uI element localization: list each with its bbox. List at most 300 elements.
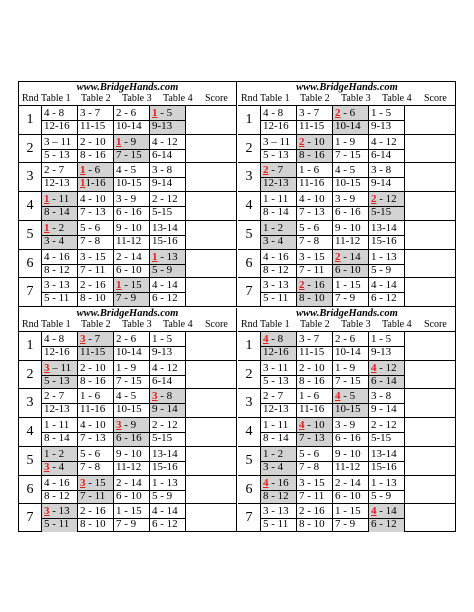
ns-pair: 3 - 7 bbox=[80, 107, 101, 119]
header-t1: Table 1 bbox=[41, 93, 71, 104]
round-number: 6 bbox=[245, 481, 253, 497]
ew-pair: 12-13 bbox=[263, 177, 289, 190]
score-cell[interactable] bbox=[185, 418, 237, 446]
table-1-pairing bbox=[41, 447, 77, 475]
score-cell[interactable] bbox=[404, 447, 456, 475]
ns-pair: 4 - 14 bbox=[371, 279, 397, 292]
table-2-pairing bbox=[296, 332, 332, 360]
ew-pair: 15-16 bbox=[152, 234, 178, 247]
table-3-pairing bbox=[332, 447, 368, 475]
score-cell[interactable] bbox=[185, 163, 237, 191]
ew-pair: 11-16 bbox=[299, 177, 325, 190]
ew-pair: 7 - 9 bbox=[116, 292, 137, 305]
table-4-pairing bbox=[368, 278, 404, 306]
round-number: 4 bbox=[245, 198, 253, 214]
highlighted-team: 4 bbox=[263, 476, 269, 489]
table-3-pairing bbox=[332, 192, 368, 220]
ns-pair: 3 - 13 bbox=[263, 279, 289, 292]
table-4-pairing bbox=[368, 250, 404, 278]
highlighted-team: 3 bbox=[152, 390, 158, 403]
table-2-pairing bbox=[77, 278, 113, 306]
ew-pair: 8 - 12 bbox=[263, 263, 289, 276]
ns-pair: 3 - 13 bbox=[44, 505, 70, 518]
table-1-pairing bbox=[41, 389, 77, 417]
ns-pair: 1 - 15 bbox=[335, 505, 361, 518]
ns-pair: 1 - 2 bbox=[263, 221, 284, 234]
table-2-pairing bbox=[296, 447, 332, 475]
ns-pair: 4 - 14 bbox=[152, 505, 178, 518]
ns-pair: 2 - 16 bbox=[80, 279, 106, 292]
highlighted-team: 1 bbox=[44, 221, 50, 234]
score-cell[interactable] bbox=[185, 447, 237, 475]
ew-pair: 7 - 9 bbox=[335, 292, 356, 305]
round-number: 3 bbox=[245, 169, 253, 185]
score-cell[interactable] bbox=[185, 389, 237, 417]
table-2-pairing bbox=[77, 504, 113, 532]
ns-pair: 1 - 2 bbox=[44, 447, 65, 460]
ew-pair: 6 - 10 bbox=[116, 489, 142, 502]
ns-pair: 3 - 9 bbox=[116, 193, 137, 206]
highlighted-team: 1 bbox=[116, 279, 122, 292]
ew-pair: 6 - 16 bbox=[335, 206, 361, 219]
table-2-pairing bbox=[77, 221, 113, 249]
round-number: 1 bbox=[245, 338, 253, 353]
ew-pair: 7 - 8 bbox=[299, 234, 320, 247]
table-3-pairing bbox=[332, 332, 368, 360]
ns-pair: 4 - 12 bbox=[371, 135, 397, 148]
table-1-pairing bbox=[260, 163, 296, 191]
ew-pair: 5 - 9 bbox=[371, 489, 392, 502]
highlighted-team: 2 bbox=[299, 279, 305, 292]
score-cell[interactable] bbox=[185, 192, 237, 220]
ns-pair: 4 - 8 bbox=[44, 333, 65, 345]
ew-pair: 10-15 bbox=[335, 177, 361, 190]
ns-pair: 13-14 bbox=[371, 447, 397, 460]
round-row bbox=[238, 134, 456, 162]
table-1-pairing bbox=[260, 135, 296, 163]
movement-card bbox=[238, 308, 456, 532]
ew-pair: 12-13 bbox=[44, 177, 70, 190]
round-number: 4 bbox=[26, 424, 34, 440]
ew-pair: 8 - 10 bbox=[80, 292, 106, 305]
table-2-pairing bbox=[77, 476, 113, 504]
ew-pair: 6 - 10 bbox=[116, 263, 142, 276]
score-cell[interactable] bbox=[404, 418, 456, 446]
highlighted-team: 2 bbox=[299, 135, 305, 148]
score-cell[interactable] bbox=[185, 476, 237, 504]
ew-pair: 7 - 11 bbox=[80, 489, 106, 502]
table-1-pairing bbox=[260, 447, 296, 475]
round-number: 3 bbox=[245, 395, 253, 411]
header-t1: Table 1 bbox=[260, 319, 290, 330]
ew-pair: 11-15 bbox=[80, 120, 106, 132]
table-1-pairing bbox=[260, 476, 296, 504]
ns-pair: 2 - 7 bbox=[263, 164, 284, 177]
ew-pair: 15-16 bbox=[371, 234, 397, 247]
table-4-pairing bbox=[368, 504, 404, 532]
ew-pair: 7 - 15 bbox=[335, 374, 361, 387]
score-cell[interactable] bbox=[404, 361, 456, 389]
round-number: 3 bbox=[26, 169, 34, 185]
table-3-pairing bbox=[113, 476, 149, 504]
ns-pair: 2 - 14 bbox=[116, 476, 142, 489]
ns-pair: 4 - 5 bbox=[335, 164, 356, 177]
header-t4: Table 4 bbox=[163, 319, 193, 330]
ns-pair: 4 - 16 bbox=[263, 250, 289, 263]
header-t4: Table 4 bbox=[382, 319, 412, 330]
round-number: 7 bbox=[26, 510, 34, 526]
ns-pair: 3 - 13 bbox=[263, 505, 289, 518]
score-cell[interactable] bbox=[185, 250, 237, 278]
table-4-pairing bbox=[149, 389, 185, 417]
score-cell[interactable] bbox=[185, 221, 237, 249]
ew-pair: 12-13 bbox=[44, 403, 70, 416]
round-row bbox=[19, 503, 236, 531]
table-1-pairing bbox=[260, 192, 296, 220]
header-score: Score bbox=[205, 93, 228, 104]
ew-pair: 9-13 bbox=[371, 346, 392, 358]
ns-pair: 2 - 14 bbox=[116, 250, 142, 263]
ew-pair: 9-13 bbox=[152, 120, 173, 132]
score-cell[interactable] bbox=[404, 163, 456, 191]
score-cell[interactable] bbox=[404, 221, 456, 249]
ns-pair: 2 - 6 bbox=[335, 107, 356, 119]
ew-pair: 9-14 bbox=[152, 177, 173, 190]
round-row bbox=[238, 105, 456, 133]
table-1-pairing bbox=[260, 389, 296, 417]
table-4-pairing bbox=[368, 447, 404, 475]
ew-pair: 7 - 11 bbox=[80, 263, 106, 276]
ew-pair: 3 - 4 bbox=[263, 460, 284, 473]
ew-pair: 8 - 14 bbox=[44, 432, 70, 445]
ns-pair: 1 - 2 bbox=[44, 221, 65, 234]
ew-pair: 12-16 bbox=[263, 346, 289, 358]
score-cell[interactable] bbox=[404, 135, 456, 163]
table-1-pairing bbox=[41, 250, 77, 278]
table-1-pairing bbox=[41, 418, 77, 446]
ew-pair: 9-13 bbox=[371, 120, 392, 132]
ns-pair: 1 - 11 bbox=[263, 419, 289, 432]
ew-pair: 5-15 bbox=[152, 206, 173, 219]
table-4-pairing bbox=[149, 163, 185, 191]
round-row bbox=[238, 331, 456, 359]
ew-pair: 8 - 14 bbox=[44, 206, 70, 219]
ew-pair: 6 - 12 bbox=[371, 292, 397, 305]
table-4-pairing bbox=[368, 418, 404, 446]
round-row bbox=[238, 475, 456, 503]
ns-pair: 4 - 5 bbox=[335, 390, 356, 403]
round-number: 4 bbox=[245, 424, 253, 440]
ew-pair: 11-16 bbox=[80, 177, 106, 190]
ew-pair: 3 - 4 bbox=[263, 234, 284, 247]
highlighted-team: 4 bbox=[299, 419, 305, 432]
score-cell[interactable] bbox=[185, 135, 237, 163]
ew-pair: 7 - 13 bbox=[80, 206, 106, 219]
ew-pair: 8 - 14 bbox=[263, 432, 289, 445]
score-cell[interactable] bbox=[185, 106, 237, 134]
ew-pair: 5-15 bbox=[152, 432, 173, 445]
ns-pair: 3 - 7 bbox=[299, 333, 320, 345]
highlighted-team: 1 bbox=[152, 250, 158, 263]
ns-pair: 4 - 10 bbox=[299, 419, 325, 432]
table-4-pairing bbox=[368, 221, 404, 249]
ns-pair: 3 - 11 bbox=[263, 361, 289, 374]
ns-pair: 3 - 7 bbox=[299, 107, 320, 119]
column-headers bbox=[19, 93, 236, 105]
ns-pair: 1 - 5 bbox=[152, 333, 173, 345]
ew-pair: 5-15 bbox=[371, 206, 392, 219]
highlighted-team: 3 bbox=[116, 419, 122, 432]
ew-pair: 6 - 12 bbox=[152, 292, 178, 305]
ns-pair: 1 - 13 bbox=[371, 250, 397, 263]
round-row bbox=[238, 503, 456, 531]
ew-pair: 11-15 bbox=[80, 346, 106, 358]
round-number: 6 bbox=[26, 481, 34, 497]
ns-pair: 2 - 7 bbox=[44, 164, 65, 177]
ew-pair: 7 - 8 bbox=[299, 460, 320, 473]
site-title: www.BridgeHands.com bbox=[296, 308, 398, 319]
header-t3: Table 3 bbox=[341, 93, 371, 104]
ns-pair: 3 - 9 bbox=[116, 419, 137, 432]
ew-pair: 8 - 10 bbox=[299, 518, 325, 531]
highlighted-team: 4 bbox=[371, 361, 377, 374]
ns-pair: 9 - 10 bbox=[335, 221, 361, 234]
score-cell[interactable] bbox=[404, 278, 456, 306]
ew-pair: 5 - 13 bbox=[44, 148, 70, 161]
ew-pair: 8 - 16 bbox=[80, 148, 106, 161]
ew-pair: 11-16 bbox=[80, 403, 106, 416]
ew-pair: 6-14 bbox=[152, 148, 173, 161]
table-1-pairing bbox=[260, 221, 296, 249]
score-cell[interactable] bbox=[404, 106, 456, 134]
ns-pair: 13-14 bbox=[152, 221, 178, 234]
table-4-pairing bbox=[149, 250, 185, 278]
ew-pair: 7 - 13 bbox=[299, 432, 325, 445]
ns-pair: 1 - 6 bbox=[80, 164, 101, 177]
ns-pair: 2 - 10 bbox=[299, 361, 325, 374]
ns-pair: 1 - 13 bbox=[371, 476, 397, 489]
ns-pair: 3 - 7 bbox=[80, 333, 101, 345]
round-row bbox=[238, 162, 456, 190]
table-2-pairing bbox=[77, 418, 113, 446]
ns-pair: 1 - 5 bbox=[371, 333, 392, 345]
ew-pair: 6-14 bbox=[371, 148, 392, 161]
ns-pair: 3 - 15 bbox=[80, 476, 106, 489]
table-3-pairing bbox=[332, 504, 368, 532]
table-1-pairing bbox=[41, 361, 77, 389]
ns-pair: 2 - 12 bbox=[371, 419, 397, 432]
ns-pair: 5 - 6 bbox=[299, 221, 320, 234]
table-1-pairing bbox=[41, 332, 77, 360]
ew-pair: 5 - 9 bbox=[152, 263, 173, 276]
ns-pair: 2 - 12 bbox=[152, 419, 178, 432]
ew-pair: 12-16 bbox=[263, 120, 289, 132]
round-number: 7 bbox=[245, 510, 253, 526]
table-3-pairing bbox=[113, 192, 149, 220]
ew-pair: 6 - 14 bbox=[371, 374, 397, 387]
round-row bbox=[238, 446, 456, 474]
header-t4: Table 4 bbox=[163, 93, 193, 104]
table-2-pairing bbox=[296, 221, 332, 249]
table-1-pairing bbox=[41, 504, 77, 532]
round-row bbox=[238, 191, 456, 219]
table-3-pairing bbox=[332, 135, 368, 163]
ns-pair: 2 - 6 bbox=[116, 333, 137, 345]
ns-pair: 3 - 15 bbox=[299, 250, 325, 263]
ns-pair: 3 – 11 bbox=[44, 361, 72, 374]
ns-pair: 2 - 16 bbox=[299, 279, 325, 292]
ns-pair: 13-14 bbox=[152, 447, 178, 460]
ns-pair: 3 - 13 bbox=[44, 279, 70, 292]
ew-pair: 8 - 14 bbox=[263, 206, 289, 219]
score-cell[interactable] bbox=[404, 389, 456, 417]
highlighted-team: 1 bbox=[80, 164, 86, 177]
header-t2: Table 2 bbox=[300, 319, 330, 330]
ns-pair: 1 - 15 bbox=[335, 279, 361, 292]
ns-pair: 3 - 9 bbox=[335, 193, 356, 206]
table-3-pairing bbox=[113, 163, 149, 191]
table-4-pairing bbox=[149, 504, 185, 532]
round-row bbox=[238, 249, 456, 277]
ew-pair: 6 - 12 bbox=[152, 518, 178, 531]
score-cell[interactable] bbox=[404, 504, 456, 532]
round-row bbox=[19, 331, 236, 359]
ns-pair: 2 - 10 bbox=[299, 135, 325, 148]
ns-pair: 4 - 5 bbox=[116, 164, 137, 177]
ew-pair: 7 - 11 bbox=[299, 263, 325, 276]
ns-pair: 1 - 9 bbox=[116, 135, 137, 148]
ew-pair: 11-15 bbox=[299, 346, 325, 358]
highlighted-team: 1 bbox=[44, 193, 50, 206]
ns-pair: 1 - 11 bbox=[44, 193, 70, 206]
round-number: 4 bbox=[26, 198, 34, 214]
table-3-pairing bbox=[113, 447, 149, 475]
ns-pair: 4 - 14 bbox=[152, 279, 178, 292]
ew-pair: 8 - 16 bbox=[299, 148, 325, 161]
ns-pair: 9 - 10 bbox=[116, 221, 142, 234]
ns-pair: 2 - 7 bbox=[263, 390, 284, 403]
ew-pair: 11-15 bbox=[299, 120, 325, 132]
table-2-pairing bbox=[296, 389, 332, 417]
score-cell[interactable] bbox=[185, 278, 237, 306]
header-rnd: Rnd bbox=[241, 93, 258, 104]
round-number: 5 bbox=[245, 226, 253, 242]
ew-pair: 7 - 9 bbox=[116, 518, 137, 531]
header-score: Score bbox=[205, 319, 228, 330]
highlighted-team: 4 bbox=[335, 390, 341, 403]
ew-pair: 6-14 bbox=[152, 374, 173, 387]
score-cell[interactable] bbox=[185, 361, 237, 389]
table-2-pairing bbox=[77, 163, 113, 191]
score-cell[interactable] bbox=[404, 332, 456, 360]
score-cell[interactable] bbox=[404, 192, 456, 220]
ns-pair: 1 - 5 bbox=[152, 107, 173, 119]
table-3-pairing bbox=[113, 418, 149, 446]
score-cell[interactable] bbox=[404, 250, 456, 278]
table-4-pairing bbox=[149, 135, 185, 163]
table-2-pairing bbox=[77, 447, 113, 475]
ew-pair: 7 - 13 bbox=[80, 432, 106, 445]
table-1-pairing bbox=[260, 278, 296, 306]
table-4-pairing bbox=[149, 447, 185, 475]
ns-pair: 1 - 5 bbox=[371, 107, 392, 119]
ew-pair: 12-13 bbox=[263, 403, 289, 416]
ns-pair: 4 - 10 bbox=[299, 193, 325, 206]
highlighted-team: 4 bbox=[263, 333, 269, 345]
round-number: 7 bbox=[26, 284, 34, 300]
round-row bbox=[19, 388, 236, 416]
table-4-pairing bbox=[368, 476, 404, 504]
table-3-pairing bbox=[332, 106, 368, 134]
round-number: 2 bbox=[26, 140, 34, 156]
ns-pair: 5 - 6 bbox=[80, 221, 101, 234]
ew-pair: 9-14 bbox=[371, 177, 392, 190]
score-cell[interactable] bbox=[185, 332, 237, 360]
table-3-pairing bbox=[113, 389, 149, 417]
table-4-pairing bbox=[149, 418, 185, 446]
table-3-pairing bbox=[332, 361, 368, 389]
ns-pair: 4 - 8 bbox=[263, 333, 284, 345]
ew-pair: 3 - 4 bbox=[44, 234, 65, 247]
round-row bbox=[238, 417, 456, 445]
round-row bbox=[19, 220, 236, 248]
round-row bbox=[19, 191, 236, 219]
table-3-pairing bbox=[113, 361, 149, 389]
table-1-pairing bbox=[260, 332, 296, 360]
table-2-pairing bbox=[77, 135, 113, 163]
round-row bbox=[19, 162, 236, 190]
table-4-pairing bbox=[149, 278, 185, 306]
round-number: 5 bbox=[26, 226, 34, 242]
table-1-pairing bbox=[260, 106, 296, 134]
highlighted-team: 3 bbox=[44, 505, 50, 518]
ew-pair: 5 - 11 bbox=[44, 292, 70, 305]
table-4-pairing bbox=[368, 163, 404, 191]
ns-pair: 2 - 12 bbox=[371, 193, 397, 206]
movement-card bbox=[19, 82, 237, 306]
table-2-pairing bbox=[296, 418, 332, 446]
score-cell[interactable] bbox=[185, 504, 237, 532]
table-2-pairing bbox=[77, 250, 113, 278]
table-2-pairing bbox=[77, 106, 113, 134]
ns-pair: 2 - 14 bbox=[335, 250, 361, 263]
highlighted-team: 4 bbox=[371, 505, 377, 518]
ew-pair: 8 - 12 bbox=[44, 263, 70, 276]
round-number: 6 bbox=[245, 255, 253, 271]
header-t2: Table 2 bbox=[300, 93, 330, 104]
score-cell[interactable] bbox=[404, 476, 456, 504]
table-1-pairing bbox=[41, 192, 77, 220]
table-4-pairing bbox=[368, 389, 404, 417]
round-number: 1 bbox=[245, 112, 253, 127]
table-2-pairing bbox=[77, 389, 113, 417]
table-3-pairing bbox=[332, 250, 368, 278]
ns-pair: 1 - 13 bbox=[152, 250, 178, 263]
table-4-pairing bbox=[149, 221, 185, 249]
ew-pair: 12-16 bbox=[44, 120, 70, 132]
ns-pair: 1 - 15 bbox=[116, 279, 142, 292]
table-1-pairing bbox=[41, 476, 77, 504]
table-4-pairing bbox=[149, 192, 185, 220]
ew-pair: 6 - 10 bbox=[335, 263, 361, 276]
ew-pair: 9-13 bbox=[152, 346, 173, 358]
ew-pair: 5 - 13 bbox=[44, 374, 70, 387]
ns-pair: 2 - 10 bbox=[80, 361, 106, 374]
highlighted-team: 1 bbox=[80, 177, 86, 190]
ew-pair: 3 - 4 bbox=[44, 460, 65, 473]
site-title: www.BridgeHands.com bbox=[76, 82, 179, 93]
ns-pair: 3 - 15 bbox=[299, 476, 325, 489]
